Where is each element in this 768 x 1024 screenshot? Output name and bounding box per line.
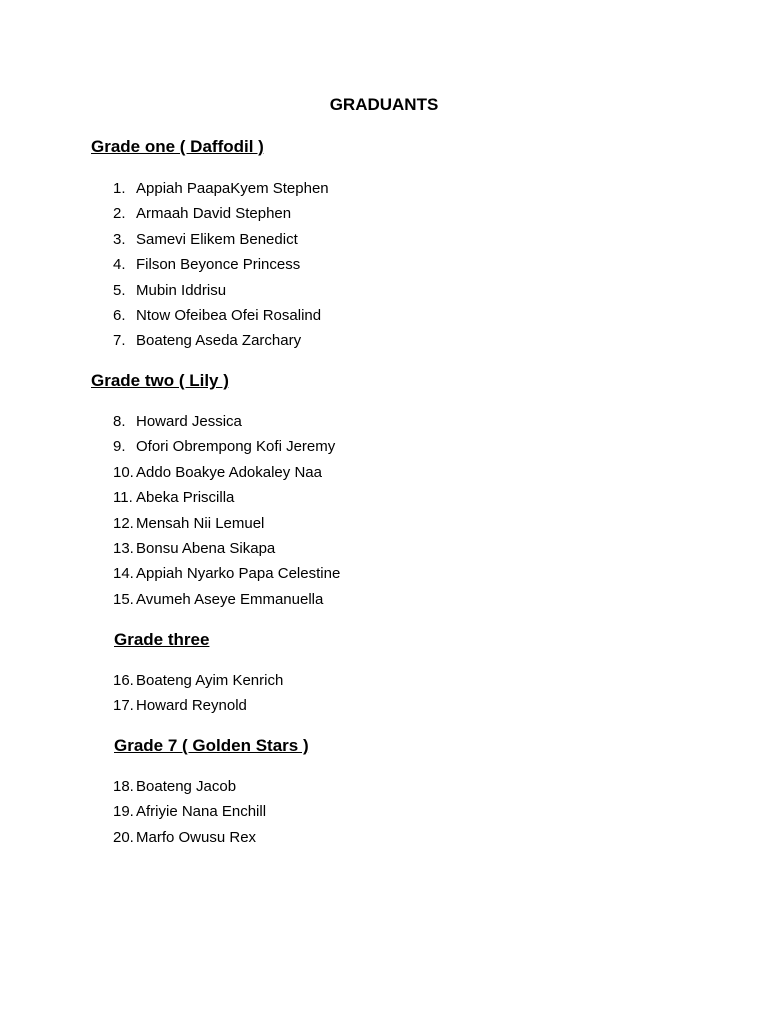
item-number: 8.: [113, 413, 126, 430]
student-name: Filson Beyonce Princess: [136, 256, 301, 274]
student-name: Marfo Owusu Rex: [136, 828, 257, 846]
student-name: Mensah Nii Lemuel: [136, 514, 265, 532]
item-number: 5.: [113, 281, 126, 299]
student-name: Avumeh Aseye Emmanuella: [136, 590, 324, 608]
item-number: 18.: [113, 778, 134, 795]
section-heading-grade-three: Grade three: [114, 630, 210, 649]
student-name: Howard Jessica: [136, 413, 242, 430]
student-name: Armaah David Stephen: [136, 205, 292, 223]
student-name: Boateng Aseda Zarchary: [136, 332, 302, 350]
student-name: Boateng Jacob: [136, 778, 237, 795]
item-number: 10.: [113, 463, 134, 481]
student-name: Addo Boakye Adokaley Naa: [136, 463, 322, 481]
item-number: 3.: [113, 230, 126, 248]
student-name: Ntow Ofeibea Ofei Rosalind: [136, 306, 322, 324]
document-title: GRADUANTS: [329, 95, 439, 114]
student-name: Samevi Elikem Benedict: [136, 230, 298, 248]
item-number: 7.: [113, 332, 126, 350]
item-number: 12.: [113, 514, 134, 532]
item-number: 16.: [113, 672, 134, 689]
student-name: Bonsu Abena Sikapa: [136, 539, 276, 557]
student-name: Ofori Obrempong Kofi Jeremy: [136, 438, 336, 456]
item-number: 1.: [113, 180, 126, 197]
student-name: Boateng Ayim Kenrich: [136, 672, 284, 689]
item-number: 14.: [113, 565, 134, 583]
item-number: 11.: [113, 489, 133, 507]
student-name: Afriyie Nana Enchill: [136, 803, 267, 821]
student-name: Mubin Iddrisu: [136, 281, 227, 299]
item-number: 9.: [113, 438, 126, 456]
item-number: 2.: [113, 205, 126, 223]
item-number: 15.: [113, 590, 134, 608]
item-number: 20.: [113, 828, 134, 846]
student-name: Appiah PaapaKyem Stephen: [136, 180, 329, 197]
student-name: Howard Reynold: [136, 697, 247, 715]
section-heading-grade-seven: Grade 7 ( Golden Stars ): [114, 736, 309, 755]
item-number: 4.: [113, 256, 126, 274]
section-heading-grade-two: Grade two ( Lily ): [91, 371, 229, 390]
item-number: 17.: [113, 697, 134, 715]
item-number: 13.: [113, 539, 134, 557]
student-name: Abeka Priscilla: [136, 489, 235, 507]
item-number: 19.: [113, 803, 134, 821]
section-heading-grade-one: Grade one ( Daffodil ): [91, 137, 264, 156]
student-name: Appiah Nyarko Papa Celestine: [136, 565, 341, 583]
item-number: 6.: [113, 306, 126, 324]
